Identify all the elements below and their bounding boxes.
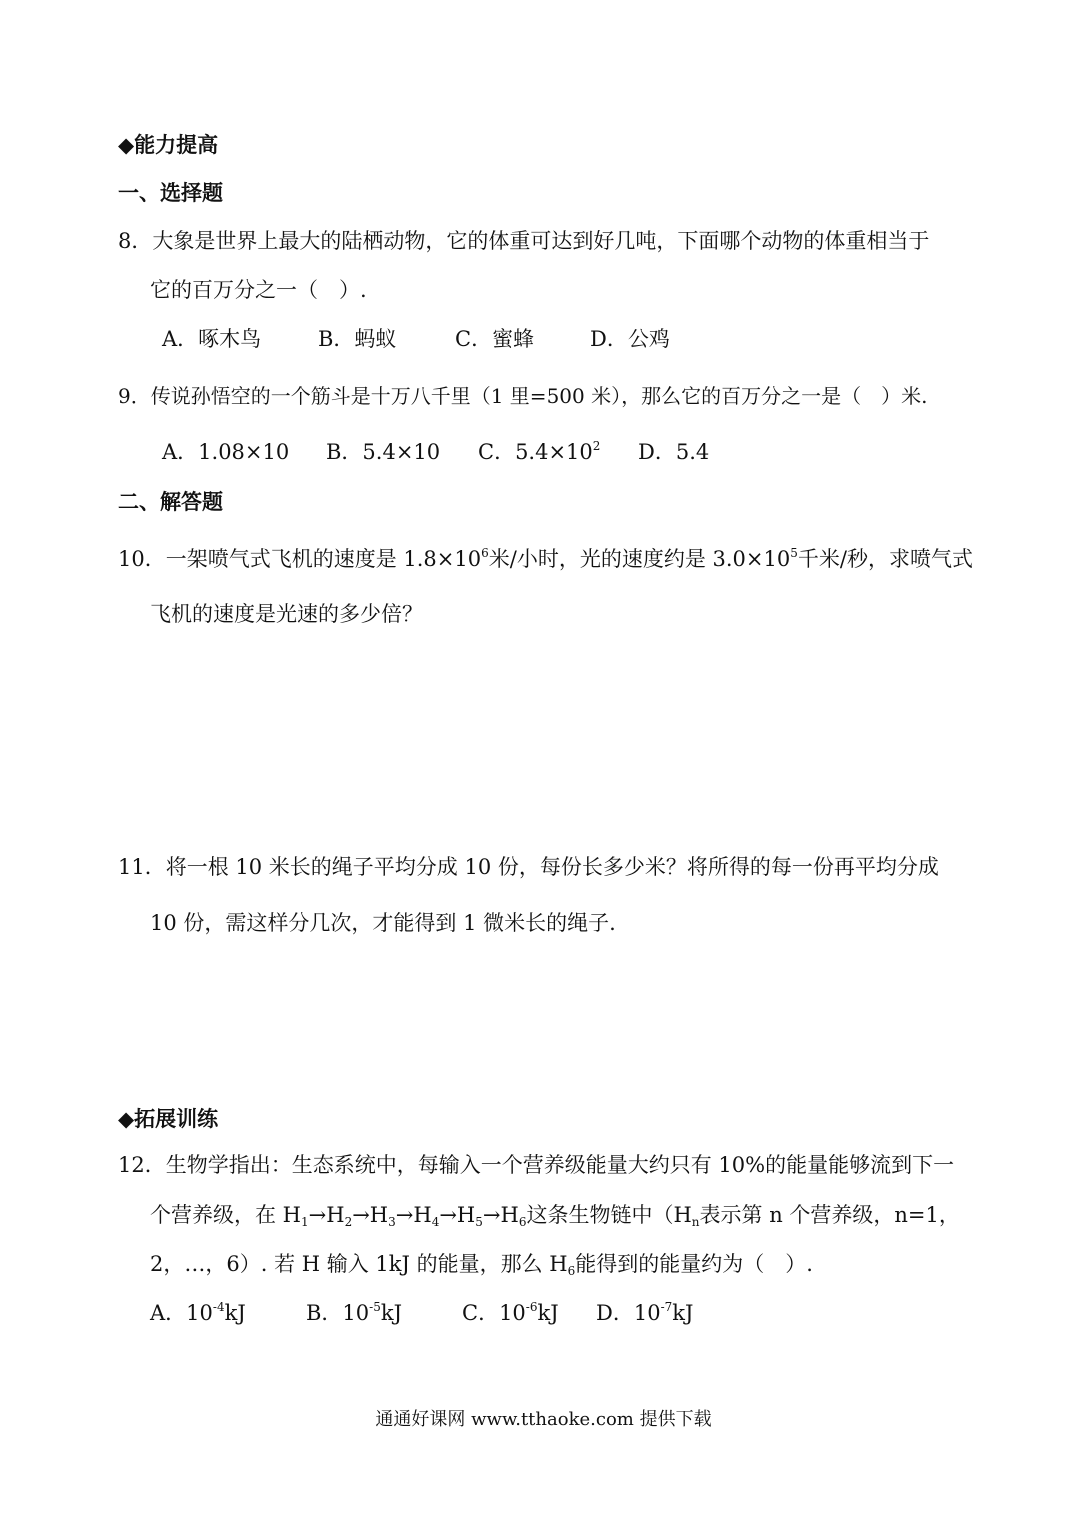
question-11-line-2: 10 份，需这样分几次，才能得到 1 微米长的绳子. [150, 911, 616, 935]
question-12-option-c: C．$10^{-6}kJ$ [462, 1300, 559, 1325]
section-heading-answer: 二、解答题 [118, 489, 223, 514]
question-8-option-b: B．蚂蚁 [318, 327, 397, 351]
question-12-option-d: D．$10^{-7}kJ$ [596, 1300, 694, 1325]
question-9-option-b: B．5.4×10 [326, 440, 441, 464]
question-12-option-b: B．$10^{-5}kJ$ [306, 1300, 403, 1325]
question-12-line-2: 个营养级，在 $H_1\to H_2\to H_3\to H_4\to H_5\to H_6$这条生物链中（$H_n$表示第 n 个营养级，n=1， [150, 1203, 960, 1229]
question-12-line-3: 2，…，6）. 若 H 输入 1kJ 的能量，那么 $H_6$能得到的能量约为（ ）. [150, 1252, 813, 1278]
question-8-line-1: 8．大象是世界上最大的陆栖动物，它的体重可达到好几吨，下面哪个动物的体重相当于 [118, 229, 930, 253]
question-8-option-a: A．啄木鸟 [162, 327, 262, 351]
section-heading-ability: ◆能力提高 [118, 132, 219, 157]
question-10-line-2: 飞机的速度是光速的多少倍？ [150, 602, 423, 626]
question-11-line-1: 11．将一根 10 米长的绳子平均分成 10 份，每份长多少米？将所得的每一份再平均分成 [118, 855, 939, 879]
section-heading-choice: 一、选择题 [118, 180, 223, 205]
question-8-option-d: D．公鸡 [590, 327, 670, 351]
question-9-option-d: D．5.4 [638, 440, 710, 464]
question-9-option-c: C．$5.4\times 10^2$ [478, 439, 601, 464]
question-8-option-c: C．蜜蜂 [455, 327, 535, 351]
section-heading-extension: ◆拓展训练 [118, 1106, 219, 1131]
question-9-line-1: 9．传说孙悟空的一个筋斗是十万八千里（1 里=500 米），那么它的百万分之一是（ ）米. [118, 384, 928, 408]
question-10-line-1: 10．一架喷气式飞机的速度是 $1.8\times 10^6$米/小时，光的速度约是 $3.0\times 10^5$千米/秒，求喷气式 [118, 546, 973, 571]
question-12-option-a: A．$10^{-4}kJ$ [150, 1300, 246, 1325]
page-footer: 通通好课网 www.tthaoke.com 提供下载 [375, 1409, 712, 1430]
question-8-line-2: 它的百万分之一（ ）. [150, 278, 367, 302]
question-9-option-a: A．1.08×10 [162, 440, 290, 464]
question-12-line-1: 12．生物学指出：生态系统中，每输入一个营养级能量大约只有 10%的能量能够流到下一 [118, 1153, 955, 1177]
